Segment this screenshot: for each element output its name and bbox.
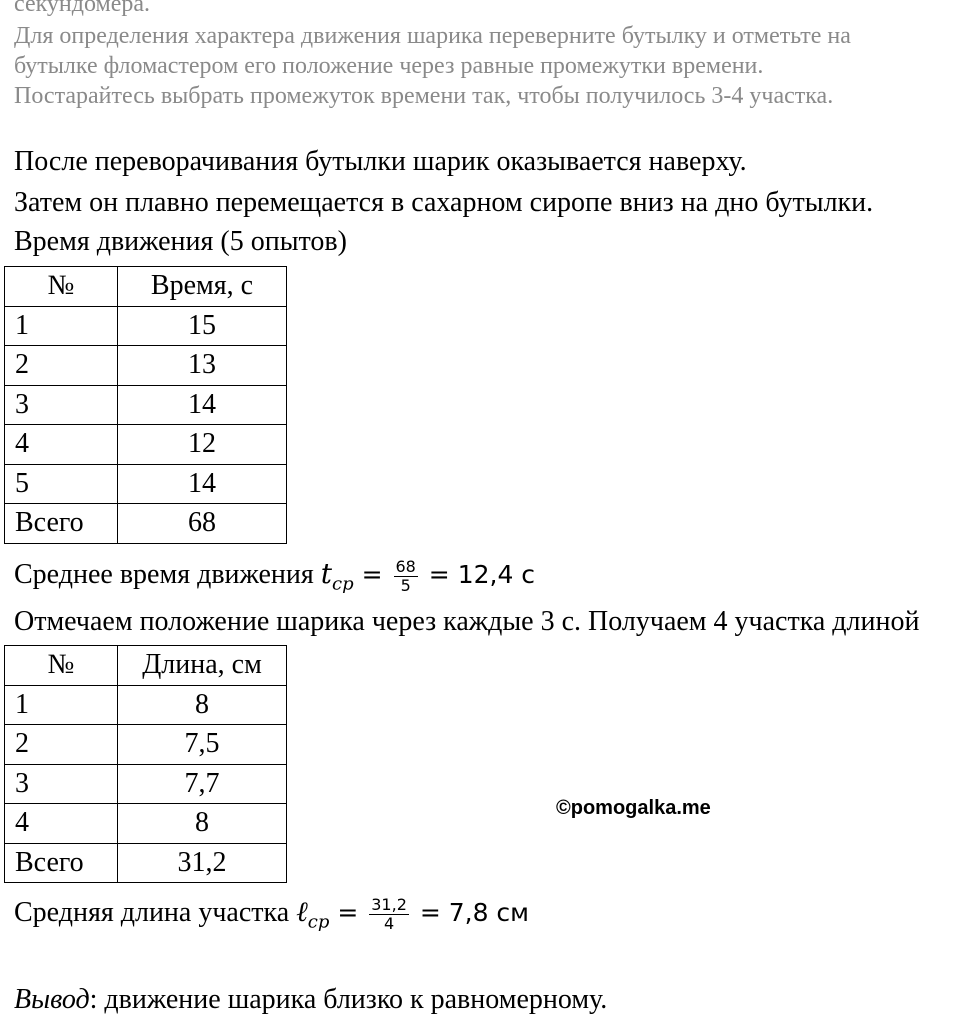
intro-line-1: Для определения характера движения шарика переверните бутылку и отметьте на: [14, 23, 851, 49]
header-number: №: [5, 267, 118, 307]
average-length-result: = 7,8 см: [411, 898, 530, 927]
table-row: [5, 685, 287, 725]
table-header-row: [5, 646, 287, 686]
row-value: 14: [118, 464, 287, 504]
length-table: [4, 645, 287, 883]
conclusion: [14, 984, 607, 1016]
fraction-denominator: 4: [383, 914, 395, 934]
conclusion-text: : движение шарика близко к равномерному.: [89, 984, 608, 1015]
table-row-total: [5, 843, 287, 883]
watermark: ©pomogalka.me: [556, 797, 711, 819]
row-value: 15: [118, 306, 287, 346]
paragraph-1: После переворачивания бутылки шарик оказывается наверху.: [14, 146, 747, 177]
row-number: 1: [5, 685, 118, 725]
row-number: 3: [5, 764, 118, 804]
time-var-symbol: t: [320, 557, 333, 590]
row-number: 4: [5, 425, 118, 465]
table-row: [5, 385, 287, 425]
fraction-denominator: 5: [400, 576, 411, 596]
average-length-label: Средняя длина участка: [14, 897, 297, 928]
row-number: 2: [5, 346, 118, 386]
equals-sign: =: [329, 898, 367, 927]
table-row: [5, 464, 287, 504]
row-value: 13: [118, 346, 287, 386]
time-var-subscript: ср: [332, 573, 354, 595]
header-length: Длина, см: [118, 646, 287, 686]
row-number: 2: [5, 725, 118, 765]
time-variable: [320, 557, 354, 595]
row-value: 8: [118, 804, 287, 844]
average-time-formula: [14, 557, 535, 595]
table-row: [5, 804, 287, 844]
average-length-formula: [14, 895, 529, 933]
row-value: 7,7: [118, 764, 287, 804]
row-number: 1: [5, 306, 118, 346]
table-header-row: [5, 267, 287, 307]
intro-line-2: бутылке фломастером его положение через равные промежутки времени.: [14, 53, 764, 79]
header-time: Время, с: [118, 267, 287, 307]
row-value: 12: [118, 425, 287, 465]
row-value: 31,2: [118, 843, 287, 883]
paragraph-2: Затем он плавно перемещается в сахарном сиропе вниз на дно бутылки.: [14, 187, 874, 218]
row-value: 8: [118, 685, 287, 725]
conclusion-label: Вывод: [14, 984, 90, 1015]
row-number: Всего: [5, 843, 118, 883]
row-number: 3: [5, 385, 118, 425]
paragraph-3: Время движения (5 опытов): [14, 226, 347, 257]
fraction-numerator: 31,2: [371, 895, 407, 915]
time-table: [4, 266, 287, 544]
length-variable: [296, 895, 330, 933]
row-number: Всего: [5, 504, 118, 544]
paragraph-4: Отмечаем положение шарика через каждые 3 с. Получаем 4 участка длиной: [14, 606, 920, 637]
row-value: 7,5: [118, 725, 287, 765]
fraction-numerator: 68: [395, 557, 416, 577]
table-row: [5, 725, 287, 765]
row-number: 4: [5, 804, 118, 844]
table-row: [5, 425, 287, 465]
length-fraction: [369, 896, 409, 933]
row-value: 68: [118, 504, 287, 544]
equals-sign: =: [353, 560, 391, 589]
intro-line-0: секундомера.: [14, 0, 151, 17]
table-row: [5, 346, 287, 386]
time-fraction: [394, 558, 418, 595]
table-row: [5, 764, 287, 804]
intro-line-3: Постарайтесь выбрать промежуток времени так, чтобы получилось 3-4 участка.: [14, 83, 834, 109]
row-value: 14: [118, 385, 287, 425]
row-number: 5: [5, 464, 118, 504]
table-row-total: [5, 504, 287, 544]
average-time-result: = 12,4 с: [420, 560, 536, 589]
length-var-symbol: ℓ: [296, 895, 308, 928]
table-row: [5, 306, 287, 346]
header-number: №: [5, 646, 118, 686]
length-var-subscript: ср: [307, 911, 330, 933]
average-time-label: Среднее время движения: [14, 559, 321, 590]
